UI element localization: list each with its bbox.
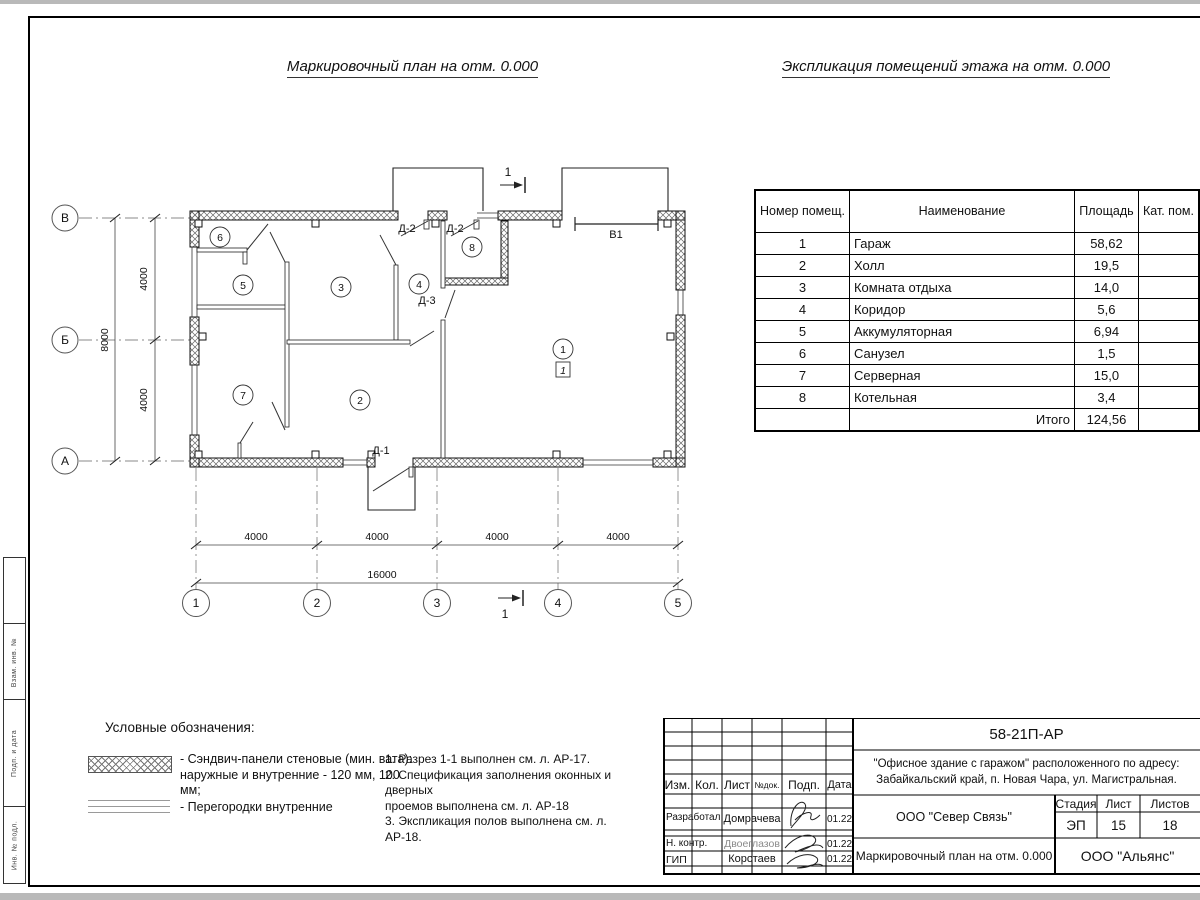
side-label: Подп. и дата — [11, 729, 19, 778]
room-number: 3 — [755, 276, 849, 298]
svg-text:А: А — [60, 454, 70, 468]
col-header-category: Кат. пом. — [1138, 190, 1199, 232]
document-code: 58-21П-АР — [989, 725, 1064, 743]
svg-text:4000: 4000 — [606, 531, 630, 543]
room-category — [1138, 386, 1199, 408]
section-mark-top — [500, 165, 525, 193]
svg-text:В: В — [60, 211, 70, 225]
legend-sandwich-panel-swatch — [88, 756, 172, 773]
outer-walls — [190, 211, 685, 467]
svg-text:4000: 4000 — [485, 531, 509, 543]
note-line: 2. Спецификация заполнения оконных и дверных — [385, 767, 612, 797]
empty-cell — [755, 408, 849, 431]
table-row — [755, 320, 1199, 342]
table-row — [755, 232, 1199, 254]
explication-title: Экспликация помещений этажа на отм. 0.000 — [750, 58, 1142, 75]
table-total-row — [755, 408, 1199, 431]
room-area: 14,0 — [1074, 276, 1138, 298]
total-value: 124,56 — [1074, 408, 1138, 431]
legend-sandwich-panel-text — [180, 752, 420, 799]
side-cell-vzam — [3, 623, 26, 701]
svg-text:Д-2: Д-2 — [446, 223, 464, 235]
svg-text:4000: 4000 — [365, 531, 389, 543]
floor-plan — [30, 140, 745, 640]
title-block — [663, 718, 1200, 875]
svg-text:16000: 16000 — [367, 569, 397, 581]
room-name: Котельная — [849, 386, 1074, 408]
org-name: ООО "Север Связь" — [896, 809, 1012, 824]
col-label-list: Лист — [723, 777, 751, 792]
svg-text:В1: В1 — [609, 229, 623, 241]
ncontrol-name: Двоеглазов — [724, 838, 780, 850]
column-markers — [195, 220, 674, 458]
side-cell-inv — [3, 806, 26, 884]
side-label: Инв. № подл. — [11, 820, 19, 870]
svg-text:6: 6 — [217, 232, 223, 244]
project-line: "Офисное здание с гаражом" расположенного по адресу: — [873, 758, 1180, 770]
stage-value: ЭП — [1066, 817, 1086, 833]
svg-text:8: 8 — [469, 242, 475, 254]
role-gip: ГИП — [666, 854, 687, 866]
explication-table — [754, 189, 1200, 432]
col-label-podp: Подп. — [788, 777, 820, 792]
room-area: 58,62 — [1074, 232, 1138, 254]
room-name: Холл — [849, 254, 1074, 276]
room-name: Санузел — [849, 342, 1074, 364]
room-number: 8 — [755, 386, 849, 408]
note-line: проемов выполнена см. л. АР-18 — [385, 798, 569, 813]
room-category — [1138, 342, 1199, 364]
svg-text:4000: 4000 — [244, 531, 268, 543]
svg-text:4: 4 — [416, 279, 422, 291]
sheet-label: Лист — [1105, 796, 1132, 811]
drawing-notes — [385, 752, 645, 845]
note-line: 3. Экспликация полов выполнена см. л. АР-18. — [385, 814, 607, 844]
legend-line: - Сэндвич-панели стеновые (мин. вата): — [180, 752, 413, 766]
room-category — [1138, 364, 1199, 386]
axis-bubble-labels — [61, 211, 682, 610]
table-row — [755, 276, 1199, 298]
svg-text:1: 1 — [501, 607, 509, 621]
partitions — [197, 220, 479, 477]
svg-text:Д-1: Д-1 — [372, 445, 390, 457]
date-gip: 01.22 — [826, 853, 853, 865]
drawing-title-cell: Маркировочный план на отм. 0.000 — [855, 849, 1053, 863]
table-row — [755, 386, 1199, 408]
table-row — [755, 364, 1199, 386]
room-area: 15,0 — [1074, 364, 1138, 386]
svg-text:4000: 4000 — [138, 267, 150, 291]
sheets-total: 18 — [1162, 817, 1178, 833]
legend-title: Условные обозначения: — [105, 720, 255, 735]
developer-name: Домрачева — [723, 813, 781, 825]
room-name: Гараж — [849, 232, 1074, 254]
room-name: Аккумуляторная — [849, 320, 1074, 342]
table-row — [755, 342, 1199, 364]
room-area: 19,5 — [1074, 254, 1138, 276]
svg-text:Д-3: Д-3 — [418, 295, 436, 307]
sheet-number: 15 — [1110, 817, 1127, 833]
total-label: Итого — [849, 408, 1074, 431]
company-name: ООО "Альянс" — [1080, 848, 1175, 864]
svg-text:2: 2 — [313, 596, 321, 610]
col-header-area: Площадь — [1074, 190, 1138, 232]
room-area: 3,4 — [1074, 386, 1138, 408]
svg-text:Б: Б — [61, 333, 69, 347]
side-cell-podp — [3, 699, 26, 808]
legend-partition-swatch — [88, 800, 170, 813]
side-label: Взам. инв. № — [11, 637, 18, 687]
empty-cell — [1138, 408, 1199, 431]
date-ncontrol: 01.22 — [826, 838, 853, 850]
room-marker-circles — [210, 227, 573, 410]
room-category — [1138, 320, 1199, 342]
col-label-kol: Кол. — [695, 777, 719, 792]
room-number: 7 — [755, 364, 849, 386]
svg-text:1: 1 — [192, 596, 200, 610]
svg-text:4: 4 — [554, 596, 562, 610]
side-cell-empty — [3, 557, 26, 625]
room-category — [1138, 276, 1199, 298]
signatures — [785, 802, 823, 868]
col-header-name: Наименование — [849, 190, 1074, 232]
svg-text:1: 1 — [560, 365, 566, 377]
legend-partition-text: - Перегородки внутренние — [180, 800, 333, 814]
room-name: Серверная — [849, 364, 1074, 386]
svg-text:4000: 4000 — [138, 388, 150, 412]
room-marker-labels — [217, 232, 566, 407]
room-area: 6,94 — [1074, 320, 1138, 342]
note-line: 1. Разрез 1-1 выполнен см. л. АР-17. — [385, 752, 591, 766]
room-number: 4 — [755, 298, 849, 320]
room-category — [1138, 232, 1199, 254]
section-mark-bottom — [498, 590, 523, 621]
col-label-izm: Изм. — [664, 777, 691, 792]
project-address — [853, 756, 1200, 788]
role-developed: Разработал — [666, 812, 721, 823]
svg-text:2: 2 — [357, 395, 363, 407]
dimension-labels — [99, 267, 630, 581]
table-row — [755, 254, 1199, 276]
sheets-label: Листов — [1150, 796, 1190, 811]
room-category — [1138, 254, 1199, 276]
room-area: 5,6 — [1074, 298, 1138, 320]
stage-label: Стадия — [1055, 796, 1097, 811]
svg-text:5: 5 — [674, 596, 682, 610]
svg-text:7: 7 — [240, 390, 246, 402]
room-number: 2 — [755, 254, 849, 276]
room-number: 1 — [755, 232, 849, 254]
room-area: 1,5 — [1074, 342, 1138, 364]
wall-thin-segments — [192, 213, 683, 465]
svg-text:8000: 8000 — [99, 328, 111, 352]
svg-text:5: 5 — [240, 280, 246, 292]
legend-line: наружные и внутренние - 120 мм, 100 мм; — [180, 767, 400, 797]
room-name: Комната отдыха — [849, 276, 1074, 298]
col-label-data: Дата — [827, 778, 852, 791]
col-label-ndok: №док. — [754, 779, 780, 790]
date-developed: 01.22 — [826, 813, 853, 825]
room-number: 5 — [755, 320, 849, 342]
project-line: Забайкальский край, п. Новая Чара, ул. Магистральная. — [876, 774, 1177, 786]
role-ncontrol: Н. контр. — [666, 838, 708, 849]
room-number: 6 — [755, 342, 849, 364]
svg-text:1: 1 — [504, 165, 512, 179]
plan-title: Маркировочный план на отм. 0.000 — [180, 58, 645, 75]
col-header-number: Номер помещ. — [755, 190, 849, 232]
svg-text:3: 3 — [433, 596, 441, 610]
svg-text:3: 3 — [338, 282, 344, 294]
table-row — [755, 298, 1199, 320]
svg-text:1: 1 — [560, 344, 566, 356]
room-name: Коридор — [849, 298, 1074, 320]
room-category — [1138, 298, 1199, 320]
svg-text:Д-2: Д-2 — [398, 223, 416, 235]
gip-name: Коротаев — [728, 853, 776, 865]
